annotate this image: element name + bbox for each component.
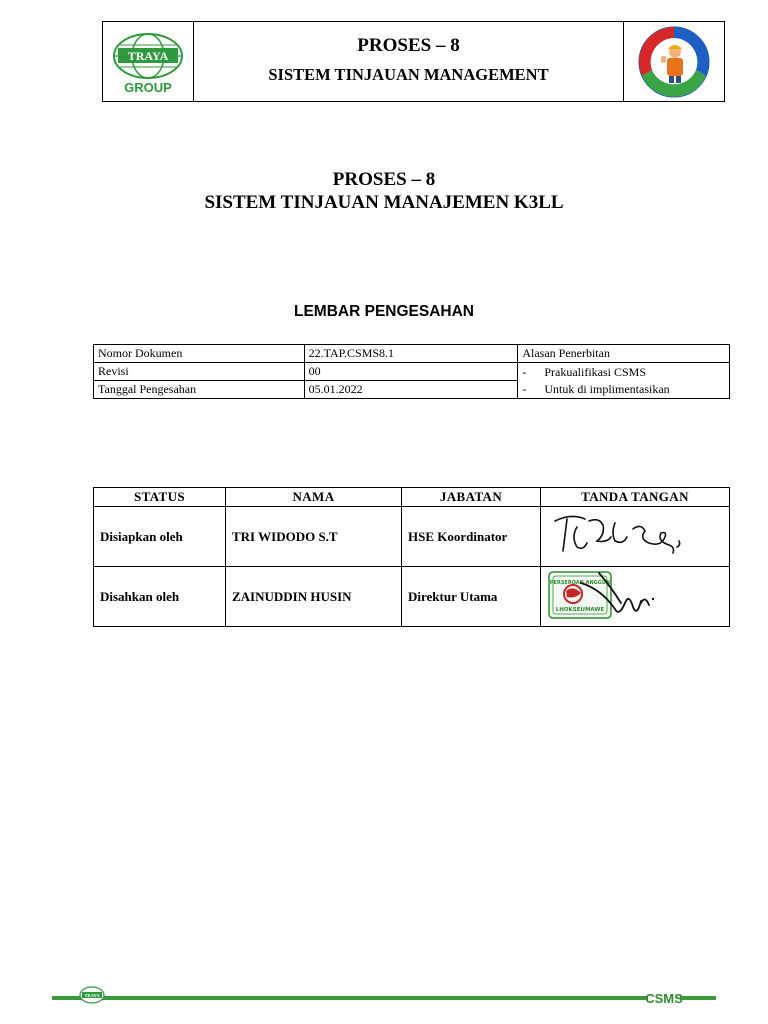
list-dash: - [522, 365, 527, 379]
stamp-text-top: PERSEROAN ANGGUN [549, 580, 611, 586]
signature-image [541, 507, 721, 562]
info-value: 00 [304, 363, 518, 381]
table-row [94, 345, 730, 363]
footer-traya-logo [80, 987, 104, 1003]
reason-header: Alasan Penerbitan [518, 345, 730, 363]
column-header-nama: NAMA [226, 488, 402, 507]
column-header-jabatan: JABATAN [402, 488, 541, 507]
info-label: Nomor Dokumen [94, 345, 305, 363]
table-row [94, 507, 730, 567]
header-subtitle: SISTEM TINJAUAN MANAGEMENT [268, 65, 549, 84]
reason-text: Prakualifikasi CSMS [544, 365, 646, 379]
info-label: Revisi [94, 363, 305, 381]
document-info-table [93, 344, 730, 399]
page-footer [52, 984, 716, 1010]
info-value: 05.01.2022 [304, 381, 518, 399]
signature-cell [541, 507, 730, 567]
position-cell: HSE Koordinator [402, 507, 541, 567]
stamp-text-bottom: LHOKSEUMAWE [555, 607, 605, 613]
info-value: 22.TAP.CSMS8.1 [304, 345, 518, 363]
group-logo-text: GROUP [124, 79, 172, 95]
status-cell: Disiapkan oleh [94, 507, 226, 567]
list-item [522, 364, 729, 381]
position-cell: Direktur Utama [402, 567, 541, 627]
document-main-title: SISTEM TINJAUAN MANAJEMEN K3LL [204, 192, 564, 213]
name-cell: TRI WIDODO S.T [226, 507, 402, 567]
section-title: LEMBAR PENGESAHAN [294, 303, 474, 320]
footer-traya-text: TRAYA [84, 993, 100, 998]
table-header-row [94, 488, 730, 507]
footer-csms-logo [645, 986, 683, 1006]
footer-csms-text: CSMS [645, 991, 683, 1006]
approval-table [93, 487, 730, 627]
document-header [102, 21, 725, 102]
column-header-signature: TANDA TANGAN [541, 488, 730, 507]
reason-text: Untuk di implimentasikan [544, 382, 670, 396]
traya-logo-text: TRAYA [127, 48, 169, 63]
header-process-title: PROSES – 8 [357, 35, 460, 56]
company-stamp [541, 567, 721, 622]
header-title-block [194, 22, 623, 101]
stamp-signature-cell [541, 567, 730, 627]
table-row [94, 567, 730, 627]
info-label: Tanggal Pengesahan [94, 381, 305, 399]
reason-list [518, 363, 730, 399]
list-item [522, 381, 729, 398]
name-cell: ZAINUDDIN HUSIN [226, 567, 402, 627]
traya-group-logo [103, 22, 194, 101]
table-row [94, 363, 730, 381]
hse-logo [623, 22, 724, 101]
document-process-title: PROSES – 8 [332, 169, 436, 190]
column-header-status: STATUS [94, 488, 226, 507]
list-dash: - [522, 382, 527, 396]
status-cell: Disahkan oleh [94, 567, 226, 627]
